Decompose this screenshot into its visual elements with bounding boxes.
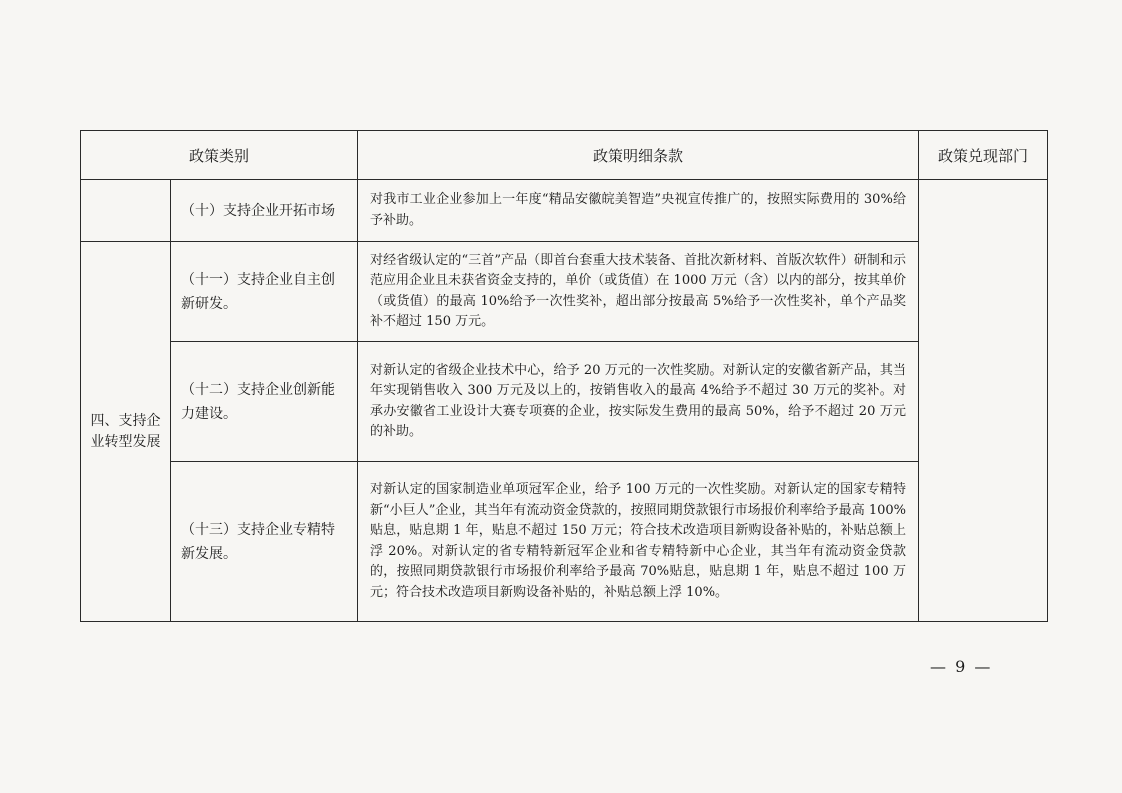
- policy-table: [80, 130, 1048, 622]
- detail-cell: 对新认定的省级企业技术中心，给予 20 万元的一次性奖励。对新认定的安徽省新产品，其当年实现销售收入 300 万元及以上的，按销售收入的最高 4%给予不超过 30 万元的奖补。对承办安徽省工业设计大赛专项赛的企业，按实际发生费用的最高 50%，给予不超过 20 万元的补助。: [358, 342, 919, 462]
- table-row: [81, 242, 1048, 342]
- table-row: [81, 180, 1048, 242]
- header-department: 政策兑现部门: [919, 131, 1048, 180]
- header-row: [81, 131, 1048, 180]
- header-detail: 政策明细条款: [358, 131, 919, 180]
- detail-cell: 对经省级认定的“三首”产品（即首台套重大技术装备、首批次新材料、首版次软件）研制和示范应用企业且未获省资金支持的，单价（或货值）在 1000 万元（含）以内的部分，按其单价（或货值）的最高 10%给予一次性奖补，超出部分按最高 5%给予一次性奖补，单个产品奖补不超过 150 万元。: [358, 242, 919, 342]
- header-category: 政策类别: [81, 131, 358, 180]
- table-row: [81, 342, 1048, 462]
- table-row: [81, 462, 1048, 622]
- department-cell: [919, 180, 1048, 622]
- subcategory-cell: （十）支持企业开拓市场: [171, 180, 358, 242]
- detail-cell: 对我市工业企业参加上一年度“精品安徽皖美智造”央视宣传推广的，按照实际费用的 30%给予补助。: [358, 180, 919, 242]
- subcategory-cell: （十三）支持企业专精特新发展。: [171, 462, 358, 622]
- subcategory-cell: （十一）支持企业自主创新研发。: [171, 242, 358, 342]
- subcategory-cell: （十二）支持企业创新能力建设。: [171, 342, 358, 462]
- category-cell: 四、支持企业转型发展: [81, 242, 171, 622]
- page-number: — 9 —: [930, 657, 993, 676]
- category-cell-empty: [81, 180, 171, 242]
- detail-cell: 对新认定的国家制造业单项冠军企业，给予 100 万元的一次性奖励。对新认定的国家专精特新“小巨人”企业，其当年有流动资金贷款的，按照同期贷款银行市场报价利率给予最高 100%贴息，贴息期 1 年，贴息不超过 150 万元；符合技术改造项目新购设备补贴的，补贴总额上浮 20%。对新认定的省专精特新冠军企业和省专精特新中心企业，其当年有流动资金贷款的，按照同期贷款银行市场报价利率给予最高 70%贴息，贴息期 1 年，贴息不超过 100 万元；符合技术改造项目新购设备补贴的，补贴总额上浮 10%。: [358, 462, 919, 622]
